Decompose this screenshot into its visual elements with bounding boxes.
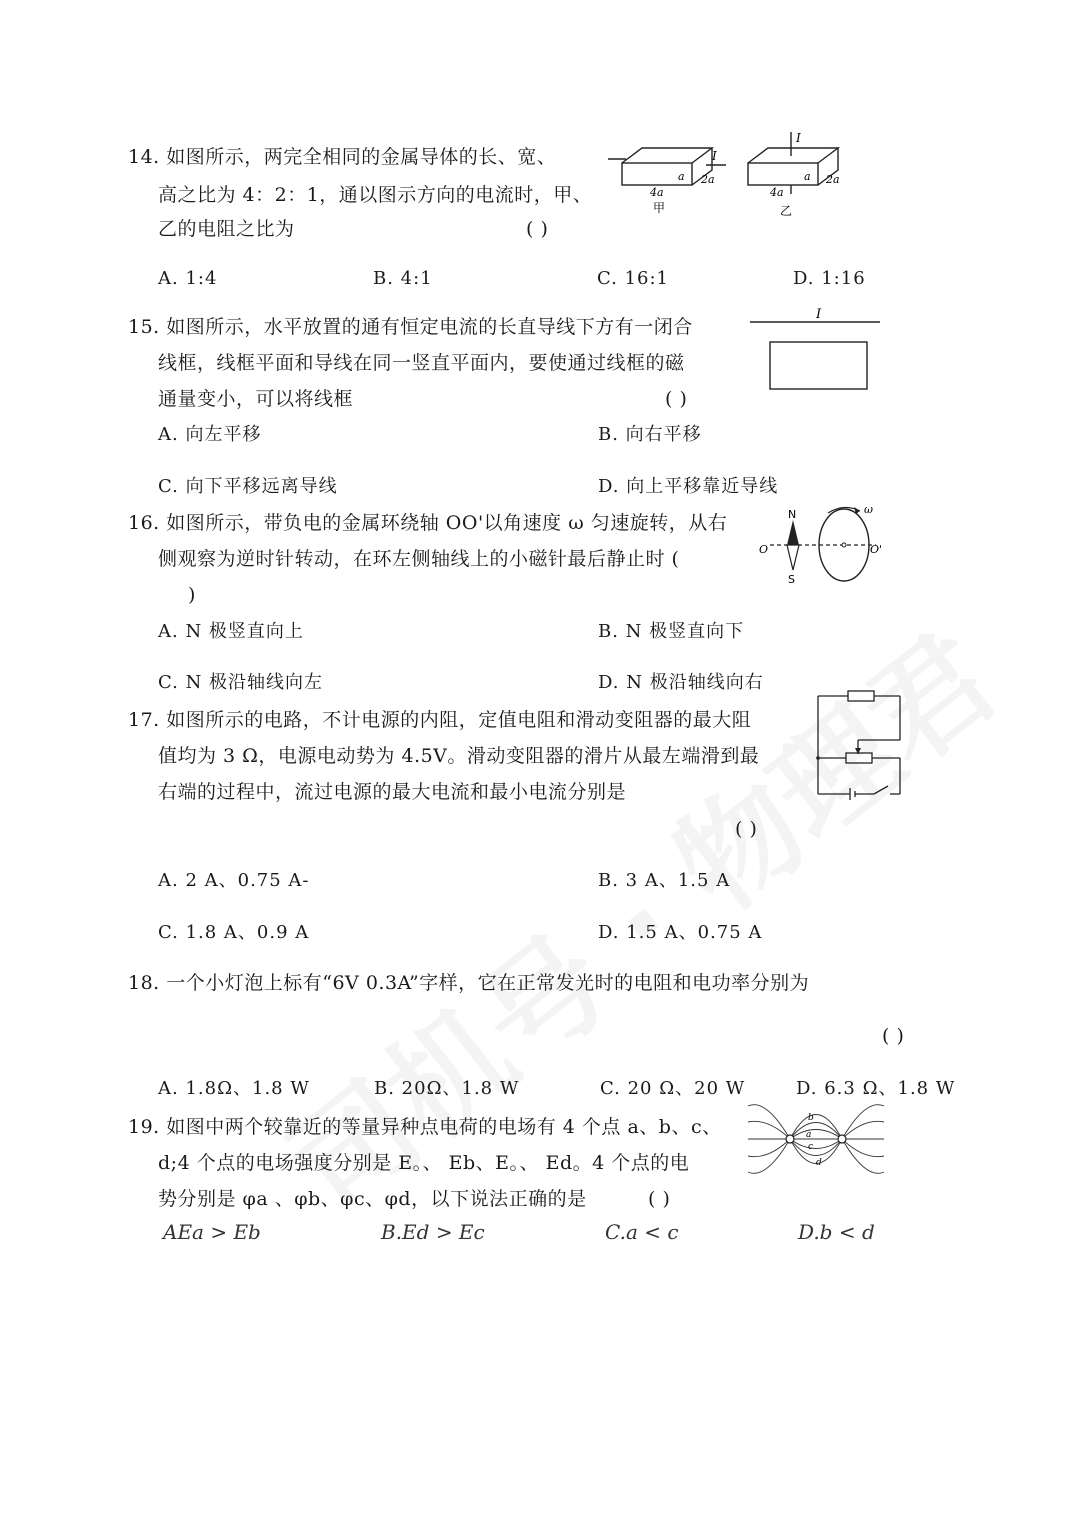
q16-label-omega: ω	[864, 503, 873, 516]
q14-label-jia: 甲	[653, 201, 666, 215]
q16-label-O: O	[759, 543, 769, 556]
q19-label-a: a	[806, 1130, 812, 1140]
q14-line-1: 14. 如图所示，两完全相同的金属导体的长、宽、	[128, 146, 557, 168]
q14-option-c: C. 16:1	[597, 268, 669, 289]
q14-label-a2: a	[804, 170, 811, 183]
q18-answer-paren: ( )	[882, 1025, 905, 1047]
q17-line-3: 右端的过程中，流过电源的最大电流和最小电流分别是	[158, 781, 627, 803]
q16-label-O2: O'	[870, 543, 883, 556]
q19-option-b: B.Ed > Ec	[381, 1220, 485, 1244]
q18-option-b: B. 20Ω、1.8 W	[374, 1078, 520, 1099]
q19-option-a: AEa > Eb	[163, 1220, 261, 1244]
q16-line-1: 16. 如图所示，带负电的金属环绕轴 OO'以角速度 ω 匀速旋转，从右	[128, 512, 728, 534]
q17-option-a: A. 2 A、0.75 A-	[158, 870, 310, 891]
q16-line-2: 侧观察为逆时针转动，在环左侧轴线上的小磁针最后静止时 (	[158, 548, 680, 570]
q15-option-c: C. 向下平移远离导线	[158, 476, 338, 497]
q19-figure	[746, 1098, 886, 1180]
q19-label-b: b	[808, 1113, 814, 1123]
q14-label-a1: a	[678, 170, 685, 183]
q14-label-I1: I	[712, 149, 717, 163]
q19-option-c: C.a < c	[605, 1220, 679, 1244]
q14-option-d: D. 1:16	[793, 268, 866, 289]
q15-option-a: A. 向左平移	[158, 424, 262, 445]
q15-line-2: 线框，线框平面和导线在同一竖直平面内，要使通过线框的磁	[158, 352, 685, 374]
q15-option-b: B. 向右平移	[598, 424, 702, 445]
q19-option-d: D.b < d	[798, 1220, 875, 1244]
q19-line-2: d;4 个点的电场强度分别是 E。、 Eb、E。、 Ed。4 个点的电	[158, 1152, 690, 1174]
q14-label-4a1: 4a	[650, 186, 664, 199]
q16-option-d: D. N 极沿轴线向右	[598, 672, 764, 693]
q17-answer-paren: ( )	[735, 818, 758, 840]
q16-figure	[756, 503, 891, 593]
q15-figure	[748, 305, 883, 395]
q19-line-1: 19. 如图中两个较靠近的等量异种点电荷的电场有 4 个点 a、b、c、	[128, 1116, 722, 1138]
q17-option-c: C. 1.8 A、0.9 A	[158, 922, 310, 943]
q16-line-3: )	[188, 584, 196, 606]
q17-line-1: 17. 如图所示的电路，不计电源的内阻，定值电阻和滑动变阻器的最大阻	[128, 709, 752, 731]
q18-line-1: 18. 一个小灯泡上标有“6V 0.3A”字样，它在正常发光时的电阻和电功率分别为	[128, 972, 810, 994]
q16-option-b: B. N 极竖直向下	[598, 621, 745, 642]
q19-line-3: 势分别是 φa 、φb、φc、φd，以下说法正确的是	[158, 1188, 587, 1210]
q15-answer-paren: ( )	[665, 388, 688, 410]
q16-label-S: S	[788, 573, 795, 586]
q19-answer-paren: ( )	[648, 1188, 671, 1210]
q14-label-yi: 乙	[780, 204, 793, 218]
q19-label-d: d	[816, 1158, 822, 1168]
q16-option-a: A. N 极竖直向上	[158, 621, 304, 642]
q18-option-d: D. 6.3 Ω、1.8 W	[796, 1078, 956, 1099]
q15-label-I: I	[816, 307, 822, 322]
q14-label-4a2: 4a	[770, 186, 784, 199]
q15-option-d: D. 向上平移靠近导线	[598, 476, 779, 497]
q14-option-a: A. 1:4	[158, 268, 218, 289]
q18-option-a: A. 1.8Ω、1.8 W	[158, 1078, 310, 1099]
q15-line-3: 通量变小，可以将线框	[158, 388, 354, 410]
q16-label-N: N	[788, 508, 797, 521]
q14-label-2a2: 2a	[826, 173, 840, 186]
q17-option-b: B. 3 A、1.5 A	[598, 870, 731, 891]
q14-label-2a1: 2a	[701, 173, 715, 186]
q14-option-b: B. 4:1	[373, 268, 433, 289]
q16-option-c: C. N 极沿轴线向左	[158, 672, 324, 693]
q17-figure	[812, 688, 907, 800]
q14-answer-paren: ( )	[526, 218, 549, 240]
q17-option-d: D. 1.5 A、0.75 A	[598, 922, 763, 943]
q14-label-I2: I	[796, 131, 801, 145]
q14-figure	[608, 130, 848, 225]
q19-label-c: c	[808, 1142, 814, 1152]
q17-line-2: 值均为 3 Ω，电源电动势为 4.5V。滑动变阻器的滑片从最左端滑到最	[158, 745, 760, 767]
q14-line-2: 高之比为 4：2：1，通以图示方向的电流时，甲、	[158, 184, 593, 206]
q14-line-3: 乙的电阻之比为	[158, 218, 295, 240]
q15-line-1: 15. 如图所示，水平放置的通有恒定电流的长直导线下方有一闭合	[128, 316, 693, 338]
q18-option-c: C. 20 Ω、20 W	[600, 1078, 746, 1099]
